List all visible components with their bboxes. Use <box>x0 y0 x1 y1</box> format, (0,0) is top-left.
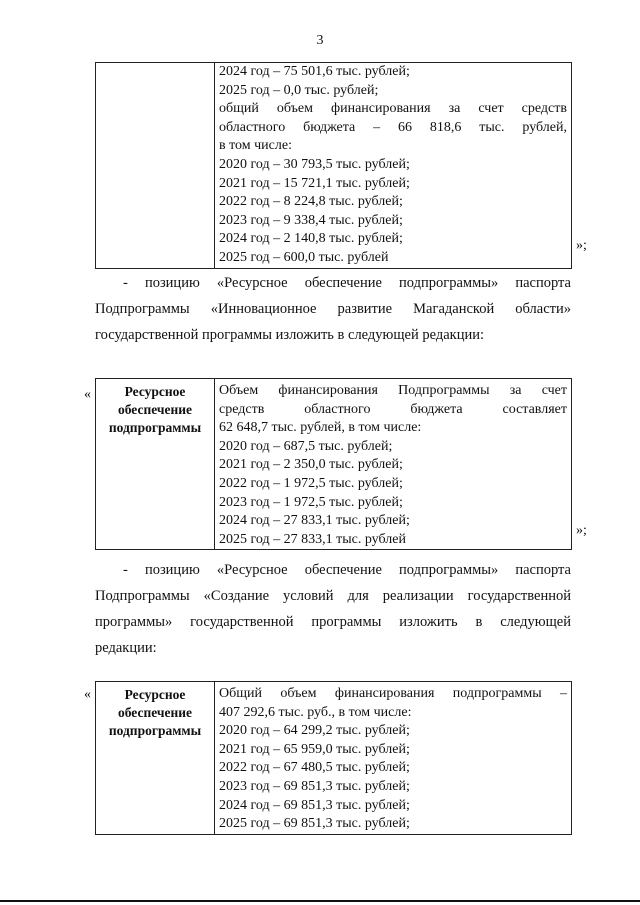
funding-line: 2020 год – 64 299,2 тыс. рублей; <box>219 723 410 739</box>
funding-line: в том числе: <box>219 138 292 154</box>
funding-line: 2025 год – 0,0 тыс. рублей; <box>219 82 379 98</box>
label-line: подпрограммы <box>108 723 202 738</box>
label-line: обеспечение <box>117 402 193 417</box>
close-quote: »; <box>576 238 587 253</box>
funding-line: 2022 год – 67 480,5 тыс. рублей; <box>219 760 410 776</box>
funding-line: Объем финансирования Подпрограммы за счет <box>219 383 567 398</box>
paragraph-line: - позицию «Ресурсное обеспечение подпрограммы» паспорта <box>123 275 571 291</box>
funding-line: 407 292,6 тыс. руб., в том числе: <box>219 704 412 720</box>
funding-line: средств областного бюджета составляет <box>219 401 567 417</box>
funding-line: общий объем финансирования за счет средств <box>219 101 567 117</box>
label-cell <box>96 682 215 835</box>
funding-line: 2024 год – 75 501,6 тыс. рублей; <box>219 64 410 79</box>
instruction-paragraph <box>95 557 571 661</box>
funding-line: 2024 год – 2 140,8 тыс. рублей; <box>219 231 403 247</box>
funding-line: 2025 год – 27 833,1 тыс. рублей <box>219 531 406 547</box>
label-cell <box>96 379 215 550</box>
label-line: подпрограммы <box>108 420 202 435</box>
label-line: Ресурсное <box>124 687 186 702</box>
funding-line: 2023 год – 69 851,3 тыс. рублей; <box>219 778 410 794</box>
paragraph-line: - позицию «Ресурсное обеспечение подпрограммы» паспорта <box>123 562 571 578</box>
paragraph-line: Подпрограммы «Создание условий для реализации государственной <box>95 588 571 604</box>
funding-line: 2025 год – 600,0 тыс. рублей <box>219 249 389 265</box>
resource-table <box>95 681 572 835</box>
paragraph-line: программы» государственной программы изложить в следующей <box>95 614 571 630</box>
value-cell <box>215 379 572 550</box>
funding-line: 2021 год – 65 959,0 тыс. рублей; <box>219 741 410 757</box>
funding-line: 2022 год – 1 972,5 тыс. рублей; <box>219 475 403 491</box>
instruction-paragraph <box>95 270 571 348</box>
paragraph-line: редакции: <box>95 640 157 656</box>
resource-table <box>95 378 572 550</box>
funding-line: 2023 год – 9 338,4 тыс. рублей; <box>219 212 403 228</box>
paragraph-line: Подпрограммы «Инновационное развитие Магаданской области» <box>95 301 571 317</box>
label-line: Ресурсное <box>124 384 186 399</box>
paragraph-line: государственной программы изложить в следующей редакции: <box>95 327 485 343</box>
funding-line: Общий объем финансирования подпрограммы – <box>219 686 567 701</box>
value-cell <box>215 63 572 269</box>
funding-line: 2022 год – 8 224,8 тыс. рублей; <box>219 194 403 210</box>
funding-line: 2025 год – 69 851,3 тыс. рублей; <box>219 816 410 832</box>
table-continued <box>95 62 572 269</box>
label-line: обеспечение <box>117 705 193 720</box>
funding-line: 62 648,7 тыс. рублей, в том числе: <box>219 420 422 436</box>
open-quote: « <box>84 387 91 402</box>
funding-line: 2021 год – 2 350,0 тыс. рублей; <box>219 457 403 473</box>
funding-line: 2024 год – 69 851,3 тыс. рублей; <box>219 797 410 813</box>
open-quote: « <box>84 687 91 702</box>
funding-line: 2023 год – 1 972,5 тыс. рублей; <box>219 494 403 510</box>
close-quote: »; <box>576 523 587 538</box>
empty-label-cell <box>96 63 215 269</box>
funding-line: 2024 год – 27 833,1 тыс. рублей; <box>219 513 410 529</box>
funding-line: 2020 год – 687,5 тыс. рублей; <box>219 438 393 454</box>
funding-line: 2020 год – 30 793,5 тыс. рублей; <box>219 156 410 172</box>
page-number: 3 <box>316 33 324 48</box>
funding-line: 2021 год – 15 721,1 тыс. рублей; <box>219 175 410 191</box>
value-cell <box>215 682 572 835</box>
funding-line: областного бюджета – 66 818,6 тыс. рублей, <box>219 119 567 135</box>
bottom-edge-line <box>0 900 640 902</box>
